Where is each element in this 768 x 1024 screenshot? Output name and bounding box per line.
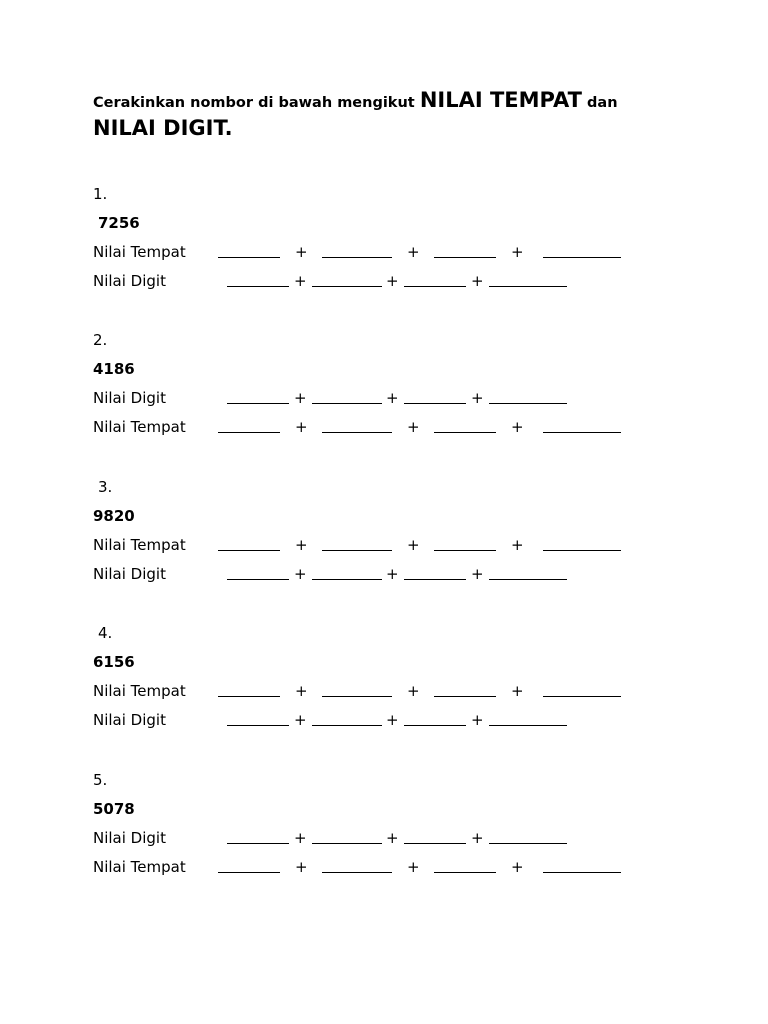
instruction-text: Cerakinkan nombor di bawah mengikut	[93, 95, 415, 111]
answer-blank[interactable]	[489, 403, 567, 404]
answer-blank[interactable]	[434, 872, 496, 873]
plus-sign: +	[471, 389, 484, 407]
question-number: 5.	[93, 771, 108, 789]
answer-blank[interactable]	[404, 579, 466, 580]
answer-blank[interactable]	[218, 872, 280, 873]
answer-blank[interactable]	[434, 696, 496, 697]
question-5	[93, 771, 693, 887]
answer-row	[93, 711, 693, 740]
plus-sign: +	[294, 389, 307, 407]
answer-blank[interactable]	[312, 286, 382, 287]
plus-sign: +	[471, 829, 484, 847]
answer-blank[interactable]	[322, 257, 392, 258]
plus-sign: +	[407, 536, 420, 554]
answer-row	[93, 682, 693, 711]
answer-blank[interactable]	[227, 286, 289, 287]
answer-blank[interactable]	[227, 725, 289, 726]
answer-blank[interactable]	[543, 696, 621, 697]
answer-blank[interactable]	[404, 843, 466, 844]
answer-blank[interactable]	[218, 432, 280, 433]
answer-blank[interactable]	[404, 286, 466, 287]
question-3	[93, 478, 693, 594]
plus-sign: +	[471, 565, 484, 583]
question-4	[93, 624, 693, 740]
plus-sign: +	[294, 272, 307, 290]
plus-sign: +	[294, 829, 307, 847]
answer-blank[interactable]	[227, 403, 289, 404]
answer-blank[interactable]	[434, 550, 496, 551]
plus-sign: +	[407, 858, 420, 876]
answer-blank[interactable]	[543, 257, 621, 258]
answer-blank[interactable]	[404, 725, 466, 726]
answer-blank[interactable]	[489, 725, 567, 726]
question-1	[93, 185, 693, 301]
question-value: 6156	[93, 653, 135, 671]
plus-sign: +	[386, 711, 399, 729]
answer-blank[interactable]	[489, 579, 567, 580]
answer-blank[interactable]	[543, 432, 621, 433]
answer-blank[interactable]	[312, 579, 382, 580]
answer-blank[interactable]	[227, 843, 289, 844]
plus-sign: +	[511, 682, 524, 700]
answer-blank[interactable]	[218, 257, 280, 258]
instruction-emphasis-place-value: NILAI TEMPAT	[419, 88, 582, 112]
answer-row	[93, 418, 693, 447]
row-label: Nilai Tempat	[93, 536, 186, 554]
question-value: 4186	[93, 360, 135, 378]
question-value: 9820	[93, 507, 135, 525]
plus-sign: +	[295, 682, 308, 700]
plus-sign: +	[471, 711, 484, 729]
plus-sign: +	[386, 829, 399, 847]
question-number: 2.	[93, 331, 108, 349]
answer-row	[93, 858, 693, 887]
answer-blank[interactable]	[543, 550, 621, 551]
question-number: 4.	[98, 624, 113, 642]
answer-blank[interactable]	[489, 843, 567, 844]
answer-row	[93, 829, 693, 858]
answer-row	[93, 272, 693, 301]
instruction-emphasis-digit-value: NILAI DIGIT.	[93, 116, 233, 140]
row-label: Nilai Tempat	[93, 682, 186, 700]
plus-sign: +	[511, 536, 524, 554]
row-label: Nilai Digit	[93, 389, 166, 407]
answer-blank[interactable]	[322, 550, 392, 551]
plus-sign: +	[294, 565, 307, 583]
answer-row	[93, 243, 693, 272]
row-label: Nilai Digit	[93, 711, 166, 729]
answer-blank[interactable]	[434, 257, 496, 258]
plus-sign: +	[295, 858, 308, 876]
answer-blank[interactable]	[312, 403, 382, 404]
plus-sign: +	[295, 418, 308, 436]
plus-sign: +	[407, 243, 420, 261]
plus-sign: +	[511, 858, 524, 876]
plus-sign: +	[511, 418, 524, 436]
question-value: 5078	[93, 800, 135, 818]
plus-sign: +	[511, 243, 524, 261]
instruction-connector: dan	[587, 95, 618, 111]
answer-blank[interactable]	[312, 725, 382, 726]
row-label: Nilai Digit	[93, 829, 166, 847]
answer-blank[interactable]	[404, 403, 466, 404]
answer-blank[interactable]	[322, 696, 392, 697]
answer-blank[interactable]	[312, 843, 382, 844]
row-label: Nilai Digit	[93, 272, 166, 290]
question-value: 7256	[98, 214, 140, 232]
plus-sign: +	[295, 536, 308, 554]
instruction	[93, 88, 733, 140]
question-number: 3.	[98, 478, 113, 496]
plus-sign: +	[386, 565, 399, 583]
plus-sign: +	[407, 418, 420, 436]
answer-blank[interactable]	[322, 872, 392, 873]
plus-sign: +	[471, 272, 484, 290]
answer-blank[interactable]	[322, 432, 392, 433]
answer-blank[interactable]	[489, 286, 567, 287]
plus-sign: +	[386, 389, 399, 407]
plus-sign: +	[407, 682, 420, 700]
question-2	[93, 331, 693, 447]
row-label: Nilai Digit	[93, 565, 166, 583]
answer-row	[93, 389, 693, 418]
answer-row	[93, 536, 693, 565]
row-label: Nilai Tempat	[93, 858, 186, 876]
answer-blank[interactable]	[218, 696, 280, 697]
row-label: Nilai Tempat	[93, 243, 186, 261]
plus-sign: +	[386, 272, 399, 290]
answer-row	[93, 565, 693, 594]
question-number: 1.	[93, 185, 108, 203]
plus-sign: +	[295, 243, 308, 261]
answer-blank[interactable]	[543, 872, 621, 873]
answer-blank[interactable]	[434, 432, 496, 433]
row-label: Nilai Tempat	[93, 418, 186, 436]
plus-sign: +	[294, 711, 307, 729]
answer-blank[interactable]	[227, 579, 289, 580]
answer-blank[interactable]	[218, 550, 280, 551]
